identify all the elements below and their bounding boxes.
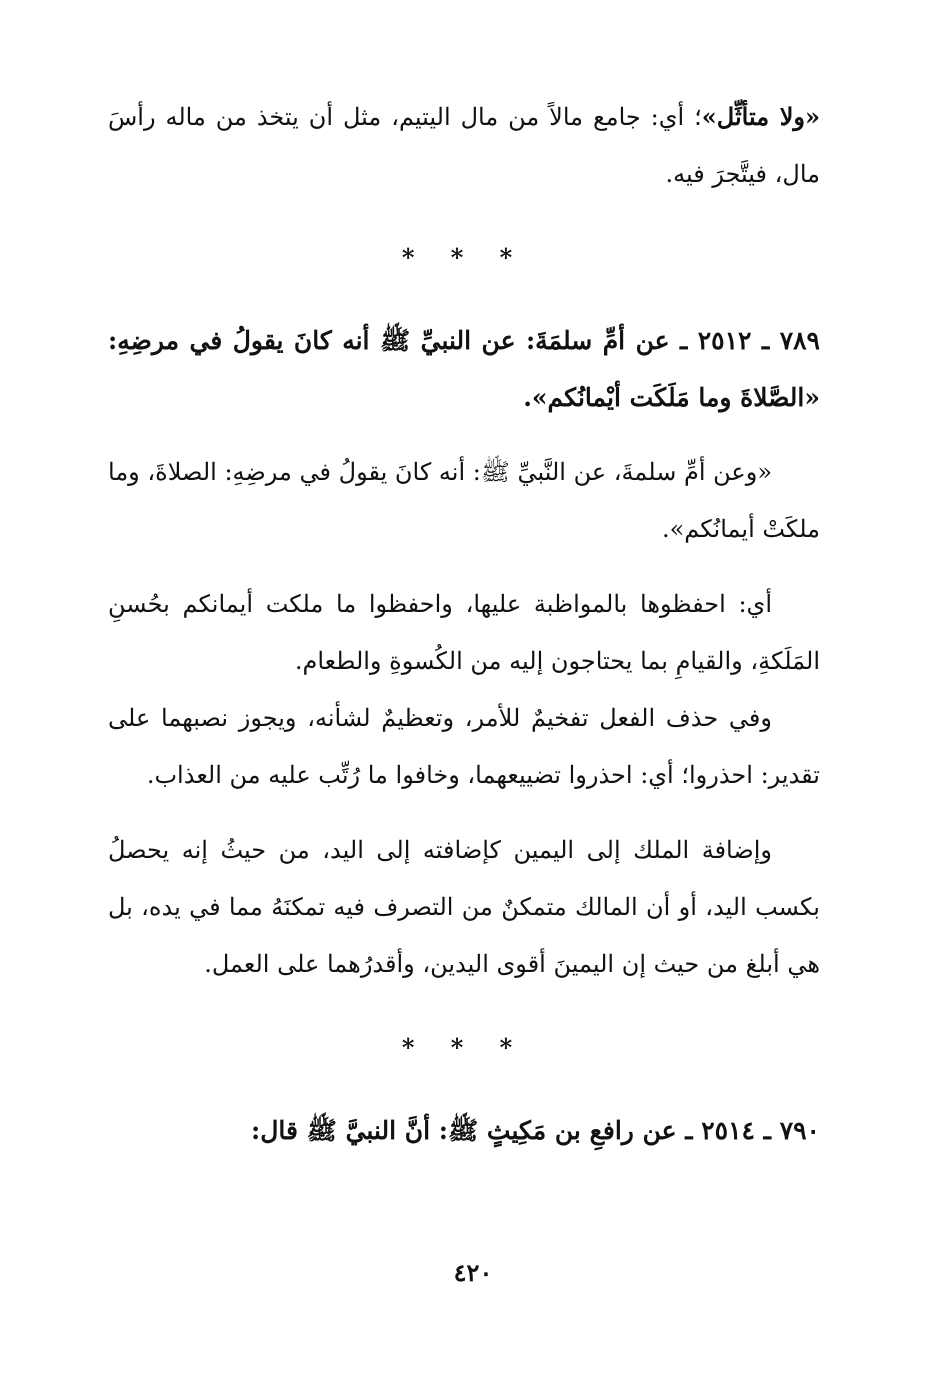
- section-divider-stars-2: * * *: [401, 1033, 527, 1062]
- hadith-789: ٧٨٩ ـ ٢٥١٢ ـ عن أمِّ سلمَةَ: عن النبيِّ ﷺ أنه كانَ يقولُ في مرضِهِ: «الصَّلاةَ وما مَلَكَت أيْمانُكم».: [108, 326, 820, 412]
- page-number: ٤٢٠: [453, 1258, 493, 1287]
- section-divider-stars: * * *: [401, 243, 527, 272]
- quoted-term: «ولا متأثِّل»: [701, 102, 821, 131]
- paragraph-1: [108, 88, 820, 203]
- commentary-paragraph-3: وإضافة الملك إلى اليمين كإضافته إلى اليد، من حيثُ إنه يحصلُ بكسب اليد، أو أن المالك متمكنٌ من التصرف فيه تمكنَهُ مما في يده، بل هي أبلغ من حيث إن اليمينَ أقوى اليدين، وأقدرُهما على العمل.: [108, 836, 820, 978]
- commentary-paragraph-1: أي: احفظوها بالمواظبة عليها، واحفظوا ما ملكت أيمانكم بحُسنِ المَلَكةِ، والقيامِ بما يحتاجون إليه من الكُسوةِ والطعام.: [108, 590, 820, 675]
- hadith-790: ٧٩٠ ـ ٢٥١٤ ـ عن رافعِ بن مَكِيثٍ ﷺ: أنَّ النبيَّ ﷺ قال:: [251, 1116, 820, 1145]
- commentary-quote: «وعن أمِّ سلمةَ، عن النَّبيِّ ﷺ: أنه كانَ يقولُ في مرضِهِ: الصلاةَ، وما ملكَتْ أيمانُكم».: [108, 458, 820, 543]
- paragraph-1-text: ؛ أي: جامع مالاً من مال اليتيم، مثل أن يتخذ من ماله رأسَ مال، فيتَّجرَ فيه.: [108, 103, 820, 188]
- commentary-paragraph-2: وفي حذف الفعل تفخيمٌ للأمر، وتعظيمٌ لشأنه، ويجوز نصبهما على تقدير: احذروا؛ أي: احذروا تضييعهما، وخافوا ما رُتِّب عليه من العذاب.: [108, 704, 820, 789]
- page-body: [108, 88, 820, 1159]
